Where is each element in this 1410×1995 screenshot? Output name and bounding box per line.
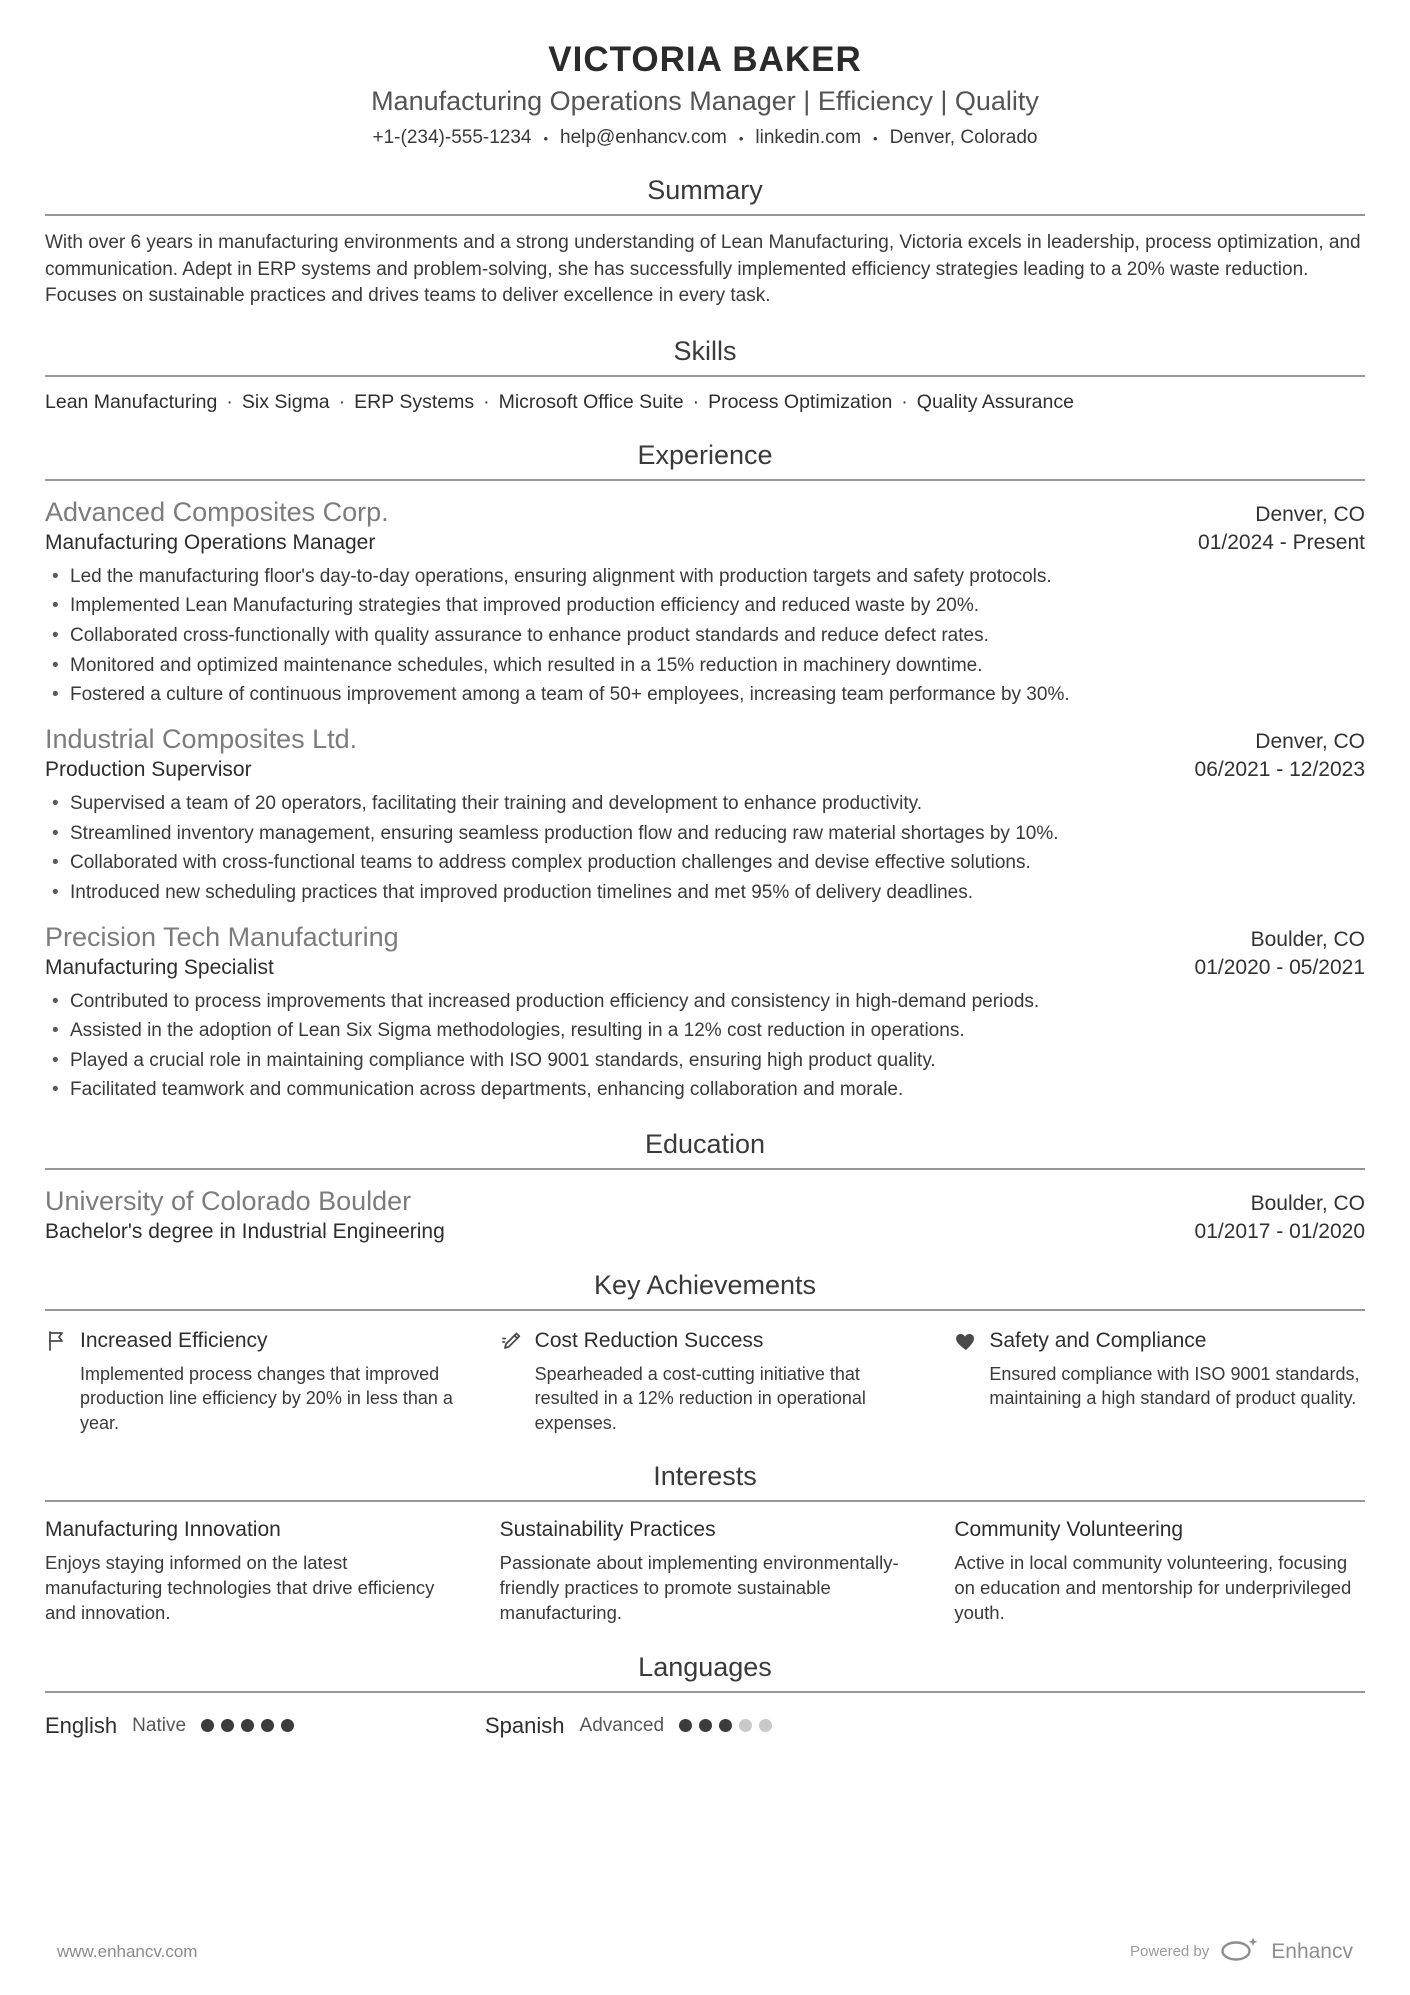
section-rule xyxy=(45,1168,1365,1170)
achievement-item xyxy=(954,1329,1365,1435)
website-link[interactable]: www.enhancv.com xyxy=(57,1941,198,1961)
experience-entry xyxy=(45,497,1365,708)
language-item xyxy=(485,1713,925,1739)
experience-bullet: • Introduced new scheduling practices that improved production timelines and met 95% of delivery deadlines. xyxy=(45,880,1365,906)
experience-bullet: • Collaborated with cross-functional teams to address complex production challenges and devise effective solutions. xyxy=(45,850,1365,876)
job-dates: 06/2021 - 12/2023 xyxy=(1194,757,1365,781)
job-title: Manufacturing Operations Manager xyxy=(45,530,376,554)
achievement-item xyxy=(45,1329,456,1435)
experience-bullet: • Contributed to process improvements that increased production efficiency and consistency in high-demand periods. xyxy=(45,989,1365,1015)
experience-bullet: • Supervised a team of 20 operators, facilitating their training and development to enhance productivity. xyxy=(45,791,1365,817)
experience-bullet: • Implemented Lean Manufacturing strategies that improved production efficiency and reduced waste by 20%. xyxy=(45,593,1365,619)
company-name: Precision Tech Manufacturing xyxy=(45,921,399,952)
skill-item: Process Optimization xyxy=(708,390,893,413)
language-level: Advanced xyxy=(579,1714,665,1736)
language-proficiency-dots xyxy=(201,1719,294,1732)
skill-item: Quality Assurance xyxy=(916,390,1074,413)
phone: +1-(234)-555-1234 xyxy=(372,127,532,148)
interests-grid xyxy=(45,1518,1365,1626)
language-name: English xyxy=(45,1712,118,1738)
candidate-name: VICTORIA BAKER xyxy=(548,40,862,79)
enhancv-logo-icon[interactable] xyxy=(1220,1936,1260,1967)
experience-bullet: • Streamlined inventory management, ensuring seamless production flow and reducing raw material shortages by 10%. xyxy=(45,821,1365,847)
skill-separator: · xyxy=(483,390,490,413)
contact-line xyxy=(45,127,1365,149)
school-name: University of Colorado Boulder xyxy=(45,1186,412,1217)
powered-by-label: Powered by xyxy=(1130,1943,1210,1960)
section-title-summary: Summary xyxy=(647,175,763,205)
interest-item xyxy=(45,1518,456,1626)
skill-item: Lean Manufacturing xyxy=(45,390,218,413)
interest-title: Community Volunteering xyxy=(954,1518,1184,1541)
skill-separator: · xyxy=(901,390,908,413)
job-location: Denver, CO xyxy=(1255,729,1365,753)
interest-item xyxy=(954,1518,1365,1626)
job-location: Boulder, CO xyxy=(1250,927,1365,951)
language-level: Native xyxy=(132,1714,187,1736)
section-title-interests: Interests xyxy=(653,1461,757,1491)
experience-bullet: • Facilitated teamwork and communication across departments, enhancing collaboration and morale. xyxy=(45,1077,1365,1103)
experience-bullet: • Assisted in the adoption of Lean Six Sigma methodologies, resulting in a 12% cost reduction in operations. xyxy=(45,1018,1365,1044)
pencil-icon xyxy=(500,1329,524,1353)
skills-list xyxy=(45,391,1365,414)
language-name: Spanish xyxy=(485,1712,565,1738)
achievements-grid xyxy=(45,1329,1365,1435)
section-title-experience: Experience xyxy=(637,439,773,470)
achievement-title: Cost Reduction Success xyxy=(534,1329,764,1353)
summary-text: With over 6 years in manufacturing environments and a strong understanding of Lean Manufacturing, Victoria excels in leadership, process optimization, and communication. Adept in ERP systems and problem-solving, she has successfully implemented efficiency strategies leading to a 20% waste reduction. Focuses on sustainable practices and drives teams to deliver excellence in every task. xyxy=(45,232,1361,307)
section-rule xyxy=(45,479,1365,481)
location: Denver, Colorado xyxy=(889,127,1038,148)
page-footer xyxy=(45,1936,1365,1971)
section-rule xyxy=(45,1500,1365,1502)
company-name: Advanced Composites Corp. xyxy=(45,496,389,527)
language-item xyxy=(45,1713,485,1739)
section-title-education: Education xyxy=(644,1129,766,1160)
job-bullets xyxy=(45,989,1365,1104)
interests-section xyxy=(45,1435,1365,1626)
interest-title: Manufacturing Innovation xyxy=(45,1518,281,1541)
brand-name[interactable]: Enhancv xyxy=(1271,1939,1353,1963)
school-location: Boulder, CO xyxy=(1250,1192,1365,1216)
experience-entry xyxy=(45,724,1365,906)
section-rule xyxy=(45,375,1365,377)
skill-separator: · xyxy=(692,390,700,413)
linkedin-link[interactable]: linkedin.com xyxy=(755,127,862,148)
interest-title: Sustainability Practices xyxy=(499,1518,716,1541)
skill-separator: · xyxy=(226,390,233,413)
interest-text: Active in local community volunteering, focusing on education and mentorship for underprivileged youth. xyxy=(954,1552,1352,1623)
skill-item: ERP Systems xyxy=(354,390,475,413)
section-title-skills: Skills xyxy=(673,335,737,366)
summary-section xyxy=(45,149,1365,310)
skill-item: Six Sigma xyxy=(241,390,330,413)
job-title: Production Supervisor xyxy=(45,757,252,781)
languages-grid xyxy=(45,1713,1365,1739)
education-entry xyxy=(45,1186,1365,1244)
resume-header xyxy=(45,40,1365,149)
experience-section xyxy=(45,414,1365,1103)
language-proficiency-dots xyxy=(679,1719,772,1732)
section-rule xyxy=(45,1309,1365,1311)
contact-separator: • xyxy=(738,130,744,146)
experience-bullet: • Led the manufacturing floor's day-to-day operations, ensuring alignment with production targets and safety protocols. xyxy=(45,564,1365,590)
achievement-text: Ensured compliance with ISO 9001 standards, maintaining a high standard of product quality. xyxy=(989,1364,1360,1409)
achievement-title: Increased Efficiency xyxy=(80,1329,268,1353)
flag-icon xyxy=(45,1329,69,1353)
section-title-achievements: Key Achievements xyxy=(593,1270,817,1301)
job-location: Denver, CO xyxy=(1255,502,1365,526)
contact-separator: • xyxy=(543,130,549,146)
achievement-item xyxy=(500,1329,911,1435)
job-dates: 01/2020 - 05/2021 xyxy=(1194,955,1365,979)
degree: Bachelor's degree in Industrial Engineering xyxy=(45,1220,445,1244)
headline: Manufacturing Operations Manager | Efficiency | Quality xyxy=(371,86,1039,116)
section-title-languages: Languages xyxy=(638,1651,772,1682)
skill-item: Microsoft Office Suite xyxy=(498,390,684,413)
languages-section xyxy=(45,1626,1365,1739)
achievements-section xyxy=(45,1244,1365,1435)
interest-item xyxy=(500,1518,911,1626)
company-name: Industrial Composites Ltd. xyxy=(45,723,358,754)
language-grid-spacer xyxy=(925,1713,1365,1739)
section-rule xyxy=(45,1691,1365,1693)
interest-text: Passionate about implementing environmentally-friendly practices to promote sustainable manufacturing. xyxy=(499,1552,899,1623)
job-bullets xyxy=(45,564,1365,708)
flex-spacer xyxy=(45,1739,1365,1936)
job-bullets xyxy=(45,791,1365,906)
achievement-text: Spearheaded a cost-cutting initiative that resulted in a 12% reduction in operational expenses. xyxy=(534,1364,866,1433)
skill-separator: · xyxy=(338,390,346,413)
contact-separator: • xyxy=(873,130,878,146)
experience-bullet: • Played a crucial role in maintaining compliance with ISO 9001 standards, ensuring high product quality. xyxy=(45,1048,1365,1074)
experience-bullet: • Fostered a culture of continuous improvement among a team of 50+ employees, increasing team performance by 30%. xyxy=(45,682,1365,708)
section-rule xyxy=(45,214,1365,216)
skills-section xyxy=(45,310,1365,414)
job-dates: 01/2024 - Present xyxy=(1198,530,1365,554)
powered-by xyxy=(1130,1936,1353,1967)
experience-bullet: • Collaborated cross-functionally with quality assurance to enhance product standards and reduce defect rates. xyxy=(45,623,1365,649)
experience-bullet: • Monitored and optimized maintenance schedules, which resulted in a 15% reduction in machinery downtime. xyxy=(45,653,1365,679)
education-section xyxy=(45,1103,1365,1244)
email-link[interactable]: help@enhancv.com xyxy=(560,127,727,148)
education-dates: 01/2017 - 01/2020 xyxy=(1194,1220,1365,1244)
job-title: Manufacturing Specialist xyxy=(45,955,274,979)
achievement-text: Implemented process changes that improved production line efficiency by 20% in less than a year. xyxy=(80,1364,453,1433)
interest-text: Enjoys staying informed on the latest manufacturing technologies that drive efficiency and innovation. xyxy=(45,1552,435,1623)
heart-icon xyxy=(954,1329,978,1353)
experience-entry xyxy=(45,922,1365,1104)
achievement-title: Safety and Compliance xyxy=(989,1329,1207,1353)
